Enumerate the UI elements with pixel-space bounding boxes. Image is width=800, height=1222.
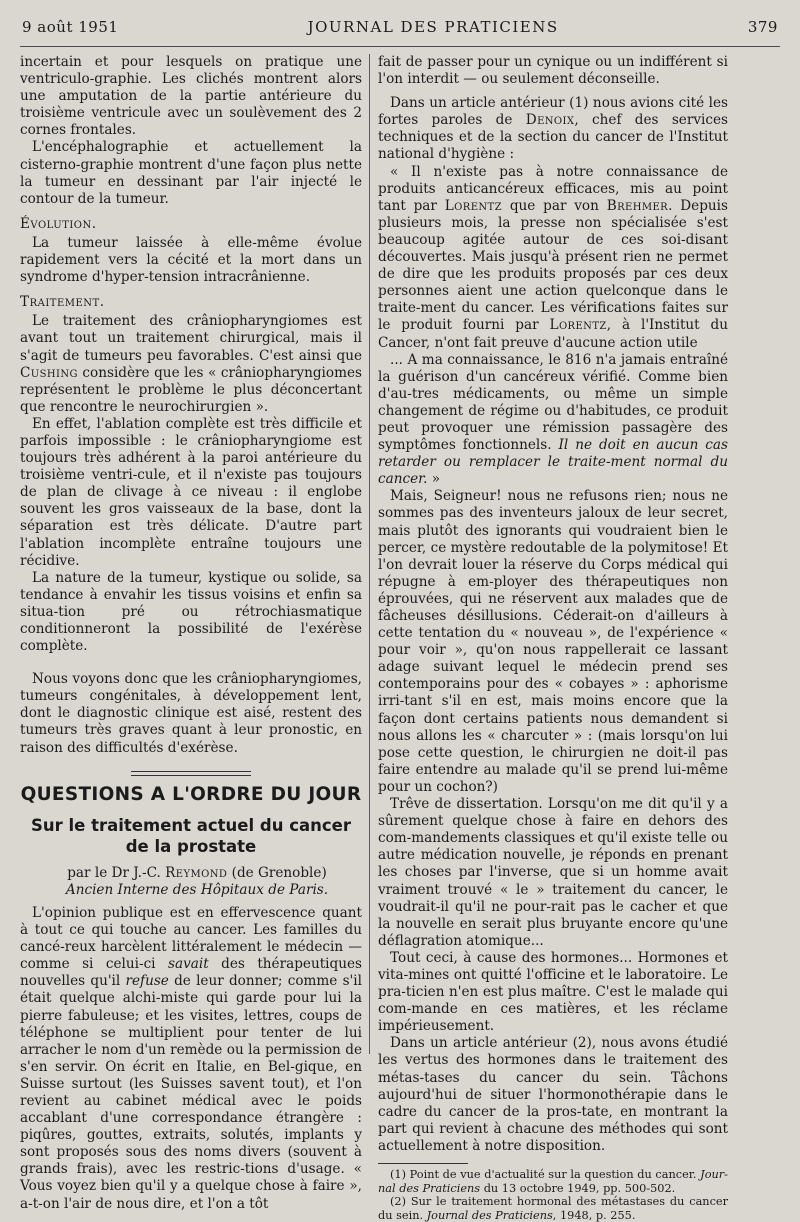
paragraph: L'opinion publique est en effervescence quant à tout ce qui touche au cancer. Les familles du cancé-reux harcèlent littéralement le médecin — comme si celui-ci savait des thérapeutiques nouvelles qu'il refuse de leur donner; comme s'il était quelque alchi-miste qui garde pour lui la pierre fabuleuse; et les visites, lettres, coups de téléphone se multiplient pour tenter de lui arracher le nom d'un remède ou la permission de s'en servir. On écrit en Italie, en Bel-gique, en Suisse surtout (les Suisses savent tout), et l'on revient au cabinet médical avec le poids accablant d'une correspondance étrangère : piqûres, gouttes, extraits, solutés, implants y sont proposés sous des noms divers (souvent à grands frais), avec les restric-tions d'usage. « Vous voyez bien qu'il y a quelque chose à faire », a-t-on l'air de nous dire, et l'on a tôt bbox=[20, 904, 362, 1212]
left-column bbox=[20, 54, 362, 1213]
paragraph: Dans un article antérieur (2), nous avons étudié les vertus des hormones dans le traitement des métas-tases du cancer du sein. Tâchons aujourd'hui de situer l'hormonothérapie dans le cadre du cancer de la pros-tate, en montrant la part qui revient à chacune des méthodes qui sont actuellement à notre disposition. bbox=[378, 1035, 728, 1154]
header-date: 9 août 1951 bbox=[22, 18, 119, 36]
paragraph: incertain et pour lesquels on pratique une ventriculo-graphie. Les clichés montrent alors une amputation de la partie antérieure du troisième ventricule avec un soulèvement des 2 cornes frontales. bbox=[20, 54, 362, 139]
header-rule bbox=[20, 46, 780, 47]
section-divider bbox=[131, 771, 251, 776]
paragraph: Tout ceci, à cause des hormones... Hormones et vita-mines ont quitté l'officine et le laboratoire. Le pra-ticien n'en est plus maître. C'est le malade qui com-mande en ces matières, et les réclame impérieusement. bbox=[378, 949, 728, 1035]
paragraph: Mais, Seigneur! nous ne refusons rien; nous ne sommes pas des inventeurs jaloux de leur secret, mais plutôt des ignorants qui voudraient bien le percer, ce mystère redoutable de la polymitose! Et l'on devrait louer la réserve du Corps médical qui répugne à em-ployer des thérapeutiques non éprouvées, qui ne réservent aux malades que de fâcheuses désillusions. Céderait-on d'ailleurs à cette tentation du « nouveau », de l'expérience « pour voir », qu'on nous rappellerait ce lassant adage suivant lequel le médecin prend ses contemporains pour des « cobayes » : aphorisme irri-tant s'il en est, mais moins encore que la façon dont certains patients nous demandent si nous allons les « charcuter » : (mais lorsqu'on lui pose cette question, le chirurgien ne doit-il pas faire entendre au malade qu'il se prend lui-même pour un cochon?) bbox=[378, 488, 728, 795]
footnote-2: (2) Sur le traitement hormonal des métastases du cancer du sein. Journal des Praticiens, 1948, p. 255. bbox=[378, 1195, 728, 1222]
footnote-rule bbox=[378, 1163, 468, 1164]
author-reference: Cushing bbox=[20, 364, 78, 381]
quotation: « Il n'existe pas à notre connaissance de produits anticancéreux efficaces, mis au point tant par Lorentz que par von Brehmer. Depuis plusieurs mois, la presse non spécialisée s'est beaucoup agitée autour de ces soi-disant découvertes. Mais jusqu'à présent rien ne permet de dire que les produits proposés par ces deux personnes aient une action quelconque dans le traite-ment du cancer. Les vérifications faites sur le produit fourni par Lorentz, à l'Institut du Cancer, n'ont fait preuve d'aucune action utile bbox=[378, 163, 728, 351]
paragraph: fait de passer pour un cynique ou un indifférent si l'on interdit — ou seulement déconseille. bbox=[378, 54, 728, 88]
paragraph: L'encéphalographie et actuellement la cisterno-graphie montrent d'une façon plus nette la tumeur en dessinant par l'air injecté le contour de la tumeur. bbox=[20, 139, 362, 207]
quotation: ... A ma connaissance, le 816 n'a jamais entraîné la guérison d'un cancéreux vérifié. Comme bien d'au-tres médicaments, ou même un simple changement de régime ou d'habitudes, ce produit peut provoquer une rémission passagère des symptômes fonctionnels. Il ne doit en aucun cas retarder ou remplacer le traite-ment normal du cancer. » bbox=[378, 351, 729, 488]
paragraph: La tumeur laissée à elle-même évolue rapidement vers la cécité et la mort dans un syndrome d'hyper-tension intracrânienne. bbox=[20, 234, 362, 286]
paragraph: Trêve de dissertation. Lorsqu'on me dit qu'il y a sûrement quelque chose à faire en dehors des com-mandements classiques et qu'il existe telle ou autre médication nouvelle, je réponds en prenant les choses par l'inverse, que si un homme avait vraiment trouvé « le » traitement du cancer, le voudrait-il qu'il ne pour-rait pas le cacher et que la nouvelle en serait plus bruyante encore qu'une déflagration atomique... bbox=[378, 796, 728, 949]
paragraph: Dans un article antérieur (1) nous avions cité les fortes paroles de Denoix, chef des services techniques et de la section du cancer de l'Institut national d'hygiène : bbox=[378, 95, 728, 163]
subheading-traitement: Traitement. bbox=[20, 294, 105, 311]
section-heading: QUESTIONS A L'ORDRE DU JOUR bbox=[20, 783, 362, 805]
subheading-evolution: Évolution. bbox=[20, 215, 97, 232]
right-column bbox=[378, 54, 728, 1222]
author-affiliation: Ancien Interne des Hôpitaux de Paris. bbox=[65, 881, 329, 898]
header-page-number: 379 bbox=[747, 18, 778, 36]
paragraph: Nous voyons donc que les crâniopharyngiomes, tumeurs congénitales, à développement lent, dont le diagnostic clinique est aisé, restent des tumeurs très graves quant à leur pronostic, en raison des difficultés d'exérèse. bbox=[20, 671, 362, 756]
paragraph: En effet, l'ablation complète est très difficile et parfois impossible : le crâniopharyngiome est toujours très adhérent à la paroi antérieure du troisième ventri-cule, et il n'existe pas toujours de plan de clivage à ce niveau : il englobe souvent les gros vaisseaux de la base, dont la séparation est très délicate. D'autre part l'ablation incomplète entraîne toujours une récidive. bbox=[20, 415, 362, 569]
article-title: Sur le traitement actuel du cancer de la prostate bbox=[31, 815, 351, 856]
header-journal-title: JOURNAL DES PRATICIENS bbox=[307, 18, 559, 36]
column-divider bbox=[369, 54, 370, 1054]
running-header bbox=[22, 12, 778, 42]
paragraph: La nature de la tumeur, kystique ou solide, sa tendance à envahir les tissus voisins et enfin sa situa-tion pré ou rétrochiasmatique conditionneront la possibilité de l'exérèse complète. bbox=[20, 569, 362, 655]
footnote-1: (1) Point de vue d'actualité sur la question du cancer. Jour-nal des Praticiens du 13 octobre 1949, pp. 500-502. bbox=[378, 1168, 728, 1195]
article-author: par le Dr J.-C. Reymond (de Grenoble) bbox=[67, 864, 327, 881]
paragraph: Le traitement des crâniopharyngiomes est avant tout un traitement chirurgical, mais il s'agit de tumeurs peu favorables. C'est ainsi que Cushing considère que les « crâniopharyngiomes représentent le problème le plus déconcertant que rencontre le neurochirurgien ». bbox=[20, 313, 362, 415]
